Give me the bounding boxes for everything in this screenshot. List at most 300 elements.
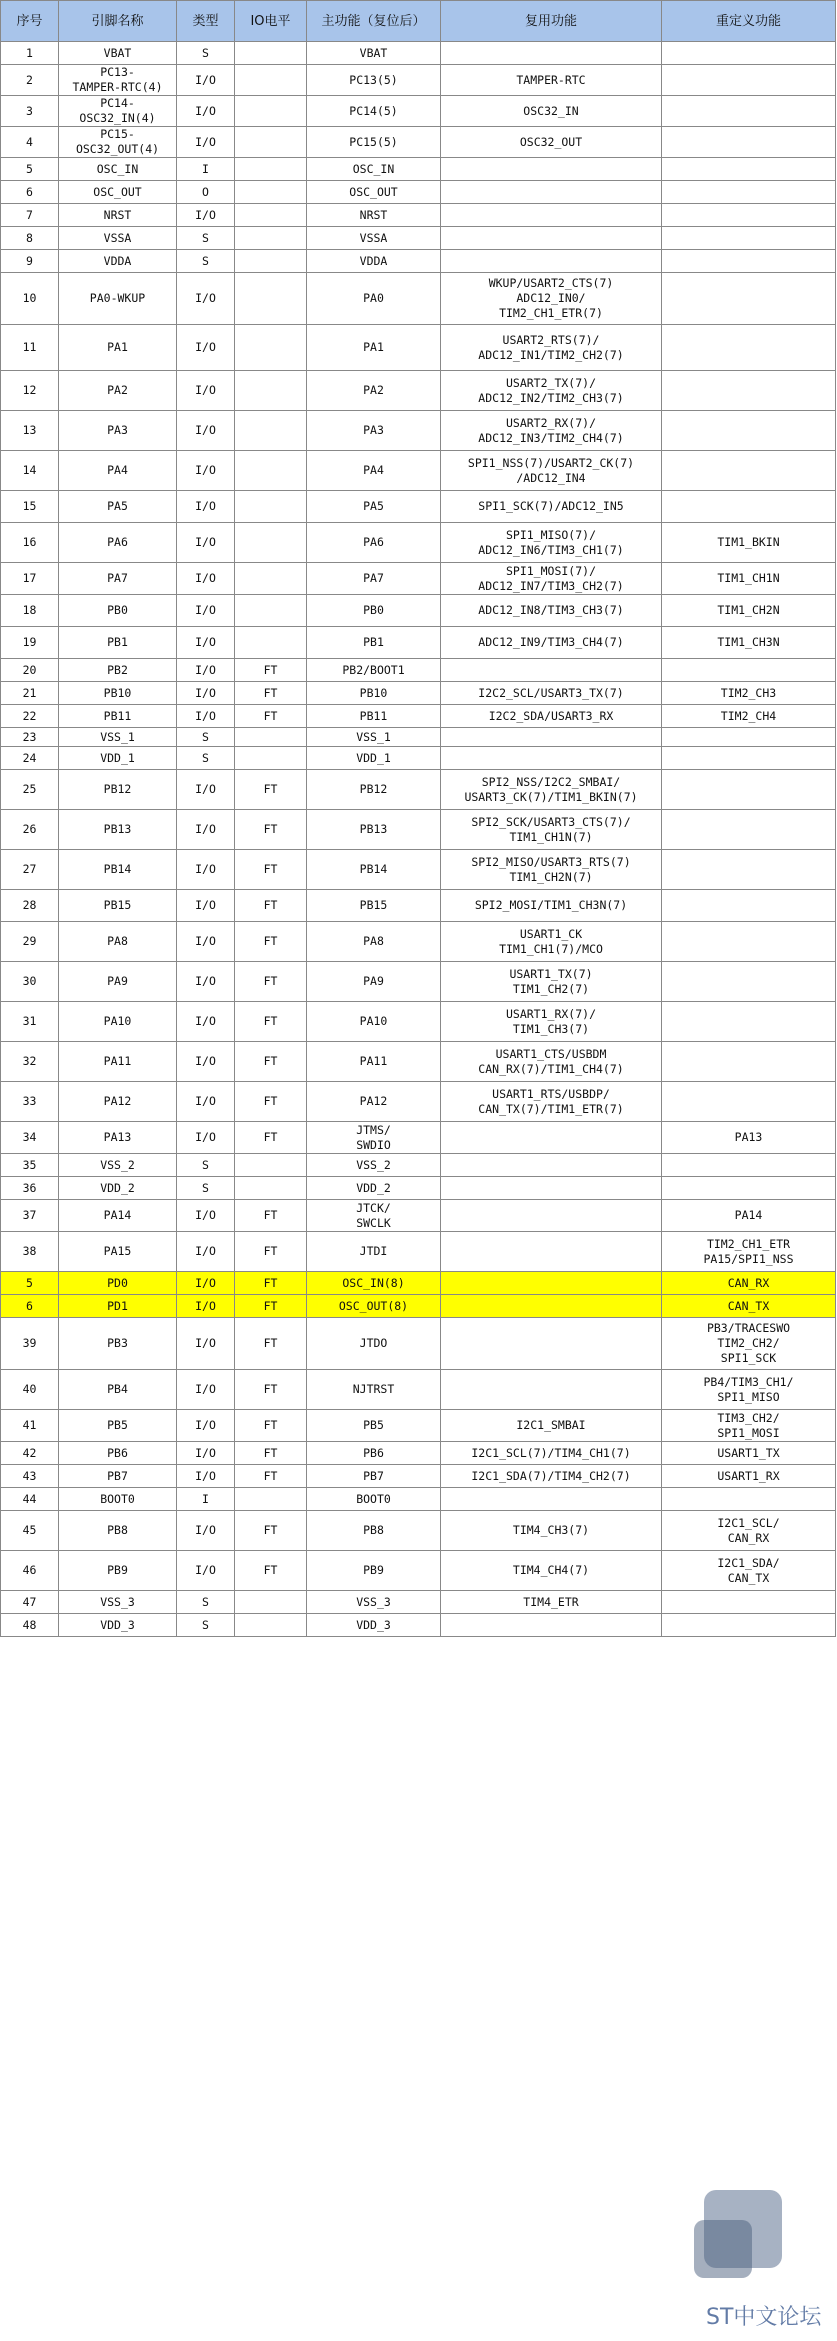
cell-pin-name: PB14: [59, 850, 177, 890]
table-row: [1, 1442, 836, 1465]
table-row: [1, 890, 836, 922]
cell-index: 1: [1, 42, 59, 65]
cell-pin-name: VSS_1: [59, 728, 177, 747]
table-row: [1, 371, 836, 411]
cell-pin-name: PA2: [59, 371, 177, 411]
cell-type: I/O: [177, 1410, 235, 1442]
table-row: [1, 491, 836, 523]
cell-index: 17: [1, 563, 59, 595]
cell-main-function: PB7: [307, 1465, 441, 1488]
table-row: [1, 1154, 836, 1177]
cell-type: I: [177, 1488, 235, 1511]
cell-main-function: VDD_2: [307, 1177, 441, 1200]
cell-type: I/O: [177, 1295, 235, 1318]
cell-main-function: VSS_3: [307, 1591, 441, 1614]
cell-main-function: JTDI: [307, 1232, 441, 1272]
cell-pin-name: PB12: [59, 770, 177, 810]
cell-alternate-function: [441, 204, 662, 227]
cell-io-level: FT: [235, 1122, 307, 1154]
cell-remap-function: [662, 890, 836, 922]
cell-pin-name: PA9: [59, 962, 177, 1002]
cell-io-level: [235, 1154, 307, 1177]
cell-io-level: [235, 728, 307, 747]
cell-type: S: [177, 1177, 235, 1200]
cell-type: I/O: [177, 1318, 235, 1370]
table-row: [1, 65, 836, 96]
cell-io-level: [235, 1488, 307, 1511]
cell-main-function: BOOT0: [307, 1488, 441, 1511]
cell-alternate-function: SPI2_SCK/USART3_CTS(7)/ TIM1_CH1N(7): [441, 810, 662, 850]
cell-index: 46: [1, 1551, 59, 1591]
cell-pin-name: PA6: [59, 523, 177, 563]
cell-io-level: [235, 250, 307, 273]
cell-index: 38: [1, 1232, 59, 1272]
cell-alternate-function: OSC32_OUT: [441, 127, 662, 158]
cell-type: S: [177, 1614, 235, 1637]
cell-alternate-function: I2C1_SDA(7)/TIM4_CH2(7): [441, 1465, 662, 1488]
cell-io-level: FT: [235, 1232, 307, 1272]
cell-type: I/O: [177, 1200, 235, 1232]
cell-alternate-function: USART2_TX(7)/ ADC12_IN2/TIM2_CH3(7): [441, 371, 662, 411]
cell-main-function: PB15: [307, 890, 441, 922]
header-index: 序号: [1, 1, 59, 42]
cell-index: 43: [1, 1465, 59, 1488]
table-row: [1, 273, 836, 325]
table-row: [1, 158, 836, 181]
cell-pin-name: PA7: [59, 563, 177, 595]
cell-remap-function: [662, 1591, 836, 1614]
cell-index: 34: [1, 1122, 59, 1154]
cell-index: 41: [1, 1410, 59, 1442]
cell-type: I/O: [177, 770, 235, 810]
table-row: [1, 1410, 836, 1442]
cell-alternate-function: I2C1_SCL(7)/TIM4_CH1(7): [441, 1442, 662, 1465]
cell-io-level: [235, 96, 307, 127]
cell-pin-name: PB13: [59, 810, 177, 850]
cell-alternate-function: USART2_RTS(7)/ ADC12_IN1/TIM2_CH2(7): [441, 325, 662, 371]
cell-alternate-function: ADC12_IN8/TIM3_CH3(7): [441, 595, 662, 627]
cell-remap-function: TIM1_CH1N: [662, 563, 836, 595]
cell-remap-function: [662, 96, 836, 127]
cell-type: I/O: [177, 1465, 235, 1488]
cell-pin-name: VDDA: [59, 250, 177, 273]
cell-type: I/O: [177, 659, 235, 682]
cell-type: O: [177, 181, 235, 204]
cell-io-level: FT: [235, 1465, 307, 1488]
cell-remap-function: PA14: [662, 1200, 836, 1232]
cell-pin-name: PB4: [59, 1370, 177, 1410]
cell-main-function: PB0: [307, 595, 441, 627]
cell-pin-name: BOOT0: [59, 1488, 177, 1511]
cell-pin-name: PA10: [59, 1002, 177, 1042]
cell-main-function: PA2: [307, 371, 441, 411]
cell-main-function: PB6: [307, 1442, 441, 1465]
cell-alternate-function: [441, 1272, 662, 1295]
cell-pin-name: VBAT: [59, 42, 177, 65]
table-row: [1, 1177, 836, 1200]
cell-main-function: PA1: [307, 325, 441, 371]
cell-remap-function: [662, 204, 836, 227]
cell-main-function: VDDA: [307, 250, 441, 273]
cell-type: I/O: [177, 1042, 235, 1082]
header-remap-function: 重定义功能: [662, 1, 836, 42]
cell-io-level: [235, 1591, 307, 1614]
cell-type: S: [177, 728, 235, 747]
cell-index: 8: [1, 227, 59, 250]
cell-type: I/O: [177, 127, 235, 158]
cell-io-level: FT: [235, 705, 307, 728]
cell-remap-function: TIM1_CH2N: [662, 595, 836, 627]
cell-index: 31: [1, 1002, 59, 1042]
cell-index: 4: [1, 127, 59, 158]
cell-remap-function: CAN_RX: [662, 1272, 836, 1295]
cell-pin-name: PB8: [59, 1511, 177, 1551]
cell-type: I/O: [177, 682, 235, 705]
cell-index: 27: [1, 850, 59, 890]
cell-main-function: PB5: [307, 1410, 441, 1442]
cell-io-level: [235, 1177, 307, 1200]
table-row: [1, 1465, 836, 1488]
table-row: [1, 227, 836, 250]
cell-io-level: [235, 158, 307, 181]
cell-type: I/O: [177, 1122, 235, 1154]
cell-pin-name: PB9: [59, 1551, 177, 1591]
table-row: [1, 127, 836, 158]
cell-io-level: [235, 371, 307, 411]
cell-io-level: [235, 181, 307, 204]
cell-alternate-function: I2C2_SDA/USART3_RX: [441, 705, 662, 728]
cell-index: 5: [1, 1272, 59, 1295]
cell-index: 40: [1, 1370, 59, 1410]
table-row: [1, 204, 836, 227]
cell-remap-function: I2C1_SCL/ CAN_RX: [662, 1511, 836, 1551]
cell-index: 44: [1, 1488, 59, 1511]
cell-type: I/O: [177, 890, 235, 922]
cell-main-function: VSS_1: [307, 728, 441, 747]
cell-remap-function: [662, 1614, 836, 1637]
cell-pin-name: VSSA: [59, 227, 177, 250]
cell-remap-function: [662, 1177, 836, 1200]
cell-io-level: [235, 325, 307, 371]
cell-remap-function: I2C1_SDA/ CAN_TX: [662, 1551, 836, 1591]
cell-type: I/O: [177, 1232, 235, 1272]
cell-alternate-function: USART1_CTS/USBDM CAN_RX(7)/TIM1_CH4(7): [441, 1042, 662, 1082]
table-row: [1, 96, 836, 127]
cell-io-level: FT: [235, 770, 307, 810]
cell-index: 21: [1, 682, 59, 705]
cell-main-function: PC15(5): [307, 127, 441, 158]
cell-index: 45: [1, 1511, 59, 1551]
cell-type: I/O: [177, 371, 235, 411]
cell-pin-name: PB7: [59, 1465, 177, 1488]
cell-pin-name: VDD_3: [59, 1614, 177, 1637]
cell-main-function: JTCK/ SWCLK: [307, 1200, 441, 1232]
cell-main-function: JTMS/ SWDIO: [307, 1122, 441, 1154]
cell-io-level: FT: [235, 1442, 307, 1465]
cell-alternate-function: [441, 250, 662, 273]
cell-index: 14: [1, 451, 59, 491]
cell-pin-name: PA4: [59, 451, 177, 491]
cell-type: I/O: [177, 1551, 235, 1591]
cell-main-function: OSC_OUT: [307, 181, 441, 204]
cell-remap-function: [662, 325, 836, 371]
cell-main-function: PB1: [307, 627, 441, 659]
cell-io-level: FT: [235, 659, 307, 682]
cell-remap-function: [662, 451, 836, 491]
cell-index: 32: [1, 1042, 59, 1082]
cell-main-function: OSC_IN: [307, 158, 441, 181]
cell-main-function: OSC_OUT(8): [307, 1295, 441, 1318]
cell-alternate-function: [441, 1154, 662, 1177]
cell-type: I/O: [177, 1002, 235, 1042]
cell-index: 6: [1, 1295, 59, 1318]
cell-remap-function: [662, 227, 836, 250]
cell-remap-function: [662, 1082, 836, 1122]
cell-index: 10: [1, 273, 59, 325]
cell-alternate-function: [441, 227, 662, 250]
cell-alternate-function: [441, 1318, 662, 1370]
cell-pin-name: PB6: [59, 1442, 177, 1465]
cell-alternate-function: SPI2_NSS/I2C2_SMBAI/ USART3_CK(7)/TIM1_BKIN(7): [441, 770, 662, 810]
cell-alternate-function: [441, 1295, 662, 1318]
cell-type: I/O: [177, 627, 235, 659]
cell-main-function: VBAT: [307, 42, 441, 65]
table-row: [1, 747, 836, 770]
cell-alternate-function: [441, 1200, 662, 1232]
cell-type: I/O: [177, 705, 235, 728]
cell-main-function: PA4: [307, 451, 441, 491]
cell-alternate-function: [441, 659, 662, 682]
cell-type: I/O: [177, 523, 235, 563]
cell-io-level: FT: [235, 890, 307, 922]
cell-alternate-function: ADC12_IN9/TIM3_CH4(7): [441, 627, 662, 659]
cell-io-level: FT: [235, 962, 307, 1002]
cell-index: 37: [1, 1200, 59, 1232]
cell-index: 29: [1, 922, 59, 962]
cell-index: 36: [1, 1177, 59, 1200]
cell-io-level: FT: [235, 1410, 307, 1442]
cell-alternate-function: USART1_CK TIM1_CH1(7)/MCO: [441, 922, 662, 962]
table-row: [1, 627, 836, 659]
cell-main-function: PA6: [307, 523, 441, 563]
cell-main-function: PA3: [307, 411, 441, 451]
cell-main-function: NRST: [307, 204, 441, 227]
cell-remap-function: USART1_TX: [662, 1442, 836, 1465]
cell-remap-function: [662, 1002, 836, 1042]
cell-pin-name: PB1: [59, 627, 177, 659]
cell-index: 48: [1, 1614, 59, 1637]
cell-main-function: PA9: [307, 962, 441, 1002]
cell-type: I/O: [177, 1442, 235, 1465]
cell-alternate-function: [441, 42, 662, 65]
cell-alternate-function: OSC32_IN: [441, 96, 662, 127]
cell-main-function: PB12: [307, 770, 441, 810]
cell-pin-name: PA13: [59, 1122, 177, 1154]
cell-index: 7: [1, 204, 59, 227]
cell-pin-name: NRST: [59, 204, 177, 227]
cell-io-level: FT: [235, 1318, 307, 1370]
cell-alternate-function: [441, 1370, 662, 1410]
cell-io-level: [235, 227, 307, 250]
cell-pin-name: OSC_OUT: [59, 181, 177, 204]
table-row: [1, 1042, 836, 1082]
cell-type: S: [177, 250, 235, 273]
table-row: [1, 922, 836, 962]
table-row: [1, 810, 836, 850]
cell-main-function: PA10: [307, 1002, 441, 1042]
cell-pin-name: PC15- OSC32_OUT(4): [59, 127, 177, 158]
table-row: [1, 1614, 836, 1637]
cell-type: I/O: [177, 1370, 235, 1410]
chat-bubble-icon: [704, 2190, 782, 2268]
cell-remap-function: [662, 728, 836, 747]
cell-pin-name: OSC_IN: [59, 158, 177, 181]
cell-io-level: FT: [235, 1042, 307, 1082]
cell-io-level: [235, 42, 307, 65]
cell-io-level: FT: [235, 1200, 307, 1232]
cell-remap-function: [662, 1042, 836, 1082]
table-row: [1, 682, 836, 705]
cell-alternate-function: I2C1_SMBAI: [441, 1410, 662, 1442]
cell-io-level: FT: [235, 922, 307, 962]
cell-remap-function: [662, 1154, 836, 1177]
cell-pin-name: PD1: [59, 1295, 177, 1318]
cell-remap-function: [662, 42, 836, 65]
cell-pin-name: PA0-WKUP: [59, 273, 177, 325]
cell-index: 42: [1, 1442, 59, 1465]
table-row: [1, 1551, 836, 1591]
cell-io-level: FT: [235, 810, 307, 850]
cell-remap-function: USART1_RX: [662, 1465, 836, 1488]
cell-main-function: VSS_2: [307, 1154, 441, 1177]
table-row: [1, 411, 836, 451]
table-row: [1, 1591, 836, 1614]
cell-main-function: OSC_IN(8): [307, 1272, 441, 1295]
cell-type: I/O: [177, 96, 235, 127]
cell-alternate-function: SPI2_MISO/USART3_RTS(7) TIM1_CH2N(7): [441, 850, 662, 890]
cell-index: 23: [1, 728, 59, 747]
cell-main-function: PA11: [307, 1042, 441, 1082]
cell-index: 47: [1, 1591, 59, 1614]
cell-pin-name: PC13- TAMPER-RTC(4): [59, 65, 177, 96]
cell-remap-function: [662, 371, 836, 411]
cell-io-level: [235, 204, 307, 227]
table-row: [1, 1122, 836, 1154]
cell-index: 11: [1, 325, 59, 371]
cell-io-level: [235, 273, 307, 325]
watermark: [692, 2190, 832, 2340]
table-row: [1, 728, 836, 747]
cell-io-level: FT: [235, 1295, 307, 1318]
cell-alternate-function: WKUP/USART2_CTS(7) ADC12_IN0/ TIM2_CH1_ETR(7): [441, 273, 662, 325]
cell-index: 35: [1, 1154, 59, 1177]
cell-io-level: FT: [235, 1002, 307, 1042]
cell-alternate-function: TAMPER-RTC: [441, 65, 662, 96]
cell-type: S: [177, 42, 235, 65]
cell-io-level: [235, 563, 307, 595]
cell-io-level: FT: [235, 850, 307, 890]
table-row: [1, 1272, 836, 1295]
cell-type: I/O: [177, 1082, 235, 1122]
cell-remap-function: [662, 158, 836, 181]
cell-main-function: PC14(5): [307, 96, 441, 127]
cell-remap-function: PB3/TRACESWO TIM2_CH2/ SPI1_SCK: [662, 1318, 836, 1370]
cell-remap-function: TIM1_CH3N: [662, 627, 836, 659]
cell-type: I: [177, 158, 235, 181]
cell-type: I/O: [177, 451, 235, 491]
cell-type: I/O: [177, 810, 235, 850]
cell-remap-function: TIM3_CH2/ SPI1_MOSI: [662, 1410, 836, 1442]
cell-type: I/O: [177, 595, 235, 627]
cell-remap-function: [662, 65, 836, 96]
table-row: [1, 1488, 836, 1511]
cell-io-level: [235, 491, 307, 523]
header-main-function: 主功能（复位后）: [307, 1, 441, 42]
cell-main-function: PA5: [307, 491, 441, 523]
cell-alternate-function: SPI1_MOSI(7)/ ADC12_IN7/TIM3_CH2(7): [441, 563, 662, 595]
cell-index: 26: [1, 810, 59, 850]
cell-remap-function: [662, 491, 836, 523]
cell-alternate-function: TIM4_CH4(7): [441, 1551, 662, 1591]
cell-type: S: [177, 1591, 235, 1614]
cell-remap-function: [662, 850, 836, 890]
cell-main-function: PA8: [307, 922, 441, 962]
cell-alternate-function: [441, 181, 662, 204]
table-row: [1, 325, 836, 371]
cell-alternate-function: TIM4_CH3(7): [441, 1511, 662, 1551]
cell-remap-function: CAN_TX: [662, 1295, 836, 1318]
cell-pin-name: PC14- OSC32_IN(4): [59, 96, 177, 127]
cell-remap-function: TIM1_BKIN: [662, 523, 836, 563]
cell-pin-name: PA12: [59, 1082, 177, 1122]
cell-pin-name: VSS_3: [59, 1591, 177, 1614]
cell-main-function: VDD_3: [307, 1614, 441, 1637]
cell-type: I/O: [177, 922, 235, 962]
cell-pin-name: VSS_2: [59, 1154, 177, 1177]
cell-type: I/O: [177, 491, 235, 523]
cell-remap-function: [662, 181, 836, 204]
cell-type: S: [177, 747, 235, 770]
cell-io-level: [235, 523, 307, 563]
cell-main-function: PB13: [307, 810, 441, 850]
table-row: [1, 1200, 836, 1232]
cell-io-level: [235, 65, 307, 96]
cell-remap-function: [662, 922, 836, 962]
table-row: [1, 1318, 836, 1370]
cell-type: I/O: [177, 411, 235, 451]
cell-type: I/O: [177, 962, 235, 1002]
cell-remap-function: PA13: [662, 1122, 836, 1154]
cell-io-level: [235, 627, 307, 659]
cell-alternate-function: SPI1_NSS(7)/USART2_CK(7) /ADC12_IN4: [441, 451, 662, 491]
cell-index: 12: [1, 371, 59, 411]
table-row: [1, 705, 836, 728]
cell-type: I/O: [177, 273, 235, 325]
table-row: [1, 523, 836, 563]
cell-alternate-function: TIM4_ETR: [441, 1591, 662, 1614]
header-pin-name: 引脚名称: [59, 1, 177, 42]
cell-alternate-function: SPI2_MOSI/TIM1_CH3N(7): [441, 890, 662, 922]
cell-alternate-function: [441, 728, 662, 747]
table-row: [1, 850, 836, 890]
cell-index: 22: [1, 705, 59, 728]
cell-index: 28: [1, 890, 59, 922]
cell-pin-name: PB3: [59, 1318, 177, 1370]
table-row: [1, 1082, 836, 1122]
table-row: [1, 595, 836, 627]
cell-remap-function: [662, 659, 836, 682]
cell-main-function: NJTRST: [307, 1370, 441, 1410]
